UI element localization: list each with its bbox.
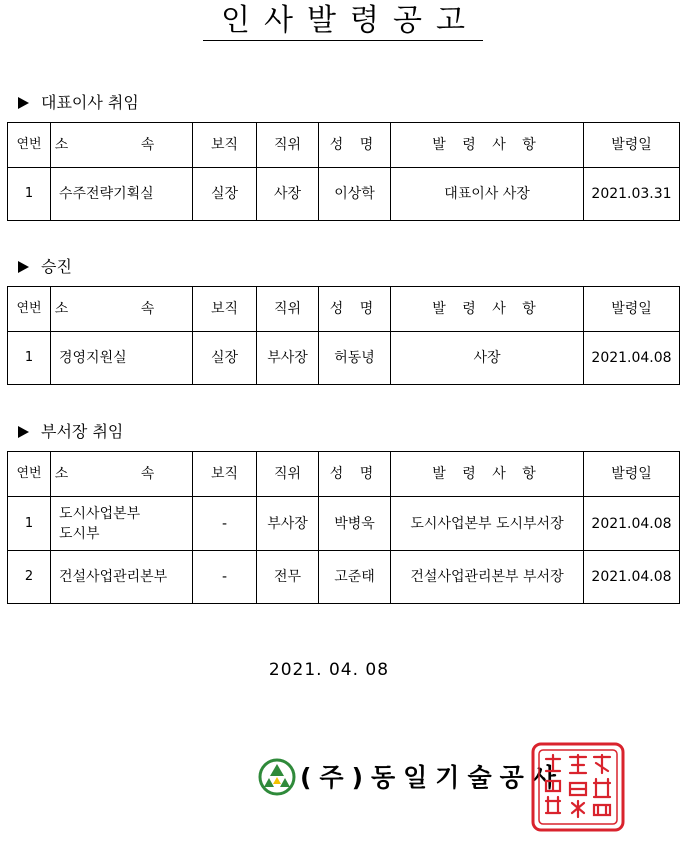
header-rank: 직위 — [257, 287, 319, 332]
announcement-date: 2021. 04. 08 — [268, 660, 390, 680]
cell-order: 건설사업관리본부 부서장 — [391, 551, 584, 604]
cell-no: 1 — [8, 332, 51, 385]
header-no: 연번 — [8, 287, 51, 332]
header-order: 발 령 사 항 — [391, 123, 584, 168]
header-name: 성 명 — [319, 452, 391, 497]
header-order: 발 령 사 항 — [391, 452, 584, 497]
section-heading-promotion: 승진 — [18, 257, 72, 277]
cell-dept: 건설사업관리본부 — [51, 551, 193, 604]
cell-order: 대표이사 사장 — [391, 168, 584, 221]
table-header-row — [8, 123, 680, 168]
section-heading-dept-head: 부서장 취임 — [18, 422, 123, 442]
cell-rank: 사장 — [257, 168, 319, 221]
header-dept: 소 속 — [51, 123, 193, 168]
triangle-bullet-icon — [18, 426, 29, 438]
header-name: 성 명 — [319, 287, 391, 332]
header-date: 발령일 — [584, 287, 680, 332]
table-header-row — [8, 452, 680, 497]
section-heading-ceo: 대표이사 취임 — [18, 93, 139, 113]
company-seal-icon — [530, 741, 626, 833]
page-title: 인사발령공고 — [0, 4, 686, 41]
header-no: 연번 — [8, 452, 51, 497]
cell-date: 2021.03.31 — [584, 168, 680, 221]
cell-date: 2021.04.08 — [584, 551, 680, 604]
cell-rank: 부사장 — [257, 332, 319, 385]
cell-post: 실장 — [193, 332, 257, 385]
header-date: 발령일 — [584, 452, 680, 497]
cell-date: 2021.04.08 — [584, 497, 680, 551]
cell-post: - — [193, 497, 257, 551]
company-name: (주)동일기술공사 — [300, 763, 564, 792]
cell-name: 허동녕 — [319, 332, 391, 385]
company-logo-icon — [258, 758, 296, 796]
triangle-bullet-icon — [18, 97, 29, 109]
header-order: 발 령 사 항 — [391, 287, 584, 332]
header-dept: 소 속 — [51, 287, 193, 332]
header-dept: 소 속 — [51, 452, 193, 497]
header-post: 보직 — [193, 287, 257, 332]
cell-rank: 부사장 — [257, 497, 319, 551]
cell-no: 2 — [8, 551, 51, 604]
cell-rank: 전무 — [257, 551, 319, 604]
cell-no: 1 — [8, 168, 51, 221]
header-post: 보직 — [193, 452, 257, 497]
triangle-bullet-icon — [18, 261, 29, 273]
cell-post: 실장 — [193, 168, 257, 221]
cell-post: - — [193, 551, 257, 604]
header-rank: 직위 — [257, 123, 319, 168]
table-dept-head — [7, 451, 680, 604]
header-no: 연번 — [8, 123, 51, 168]
table-row — [8, 168, 680, 221]
header-rank: 직위 — [257, 452, 319, 497]
header-name: 성 명 — [319, 123, 391, 168]
cell-dept-line: 도시부 — [59, 525, 100, 542]
table-row — [8, 497, 680, 551]
table-promotion — [7, 286, 680, 385]
cell-dept: 경영지원실 — [51, 332, 193, 385]
cell-name: 고준태 — [319, 551, 391, 604]
table-row — [8, 551, 680, 604]
cell-name: 이상학 — [319, 168, 391, 221]
header-date: 발령일 — [584, 123, 680, 168]
cell-no: 1 — [8, 497, 51, 551]
cell-dept: 수주전략기획실 — [51, 168, 193, 221]
cell-date: 2021.04.08 — [584, 332, 680, 385]
header-post: 보직 — [193, 123, 257, 168]
table-row — [8, 332, 680, 385]
cell-order: 사장 — [391, 332, 584, 385]
cell-order: 도시사업본부 도시부서장 — [391, 497, 584, 551]
cell-name: 박병욱 — [319, 497, 391, 551]
cell-dept-line: 도시사업본부 — [59, 505, 141, 522]
table-header-row — [8, 287, 680, 332]
cell-dept — [51, 497, 193, 551]
table-ceo — [7, 122, 680, 221]
